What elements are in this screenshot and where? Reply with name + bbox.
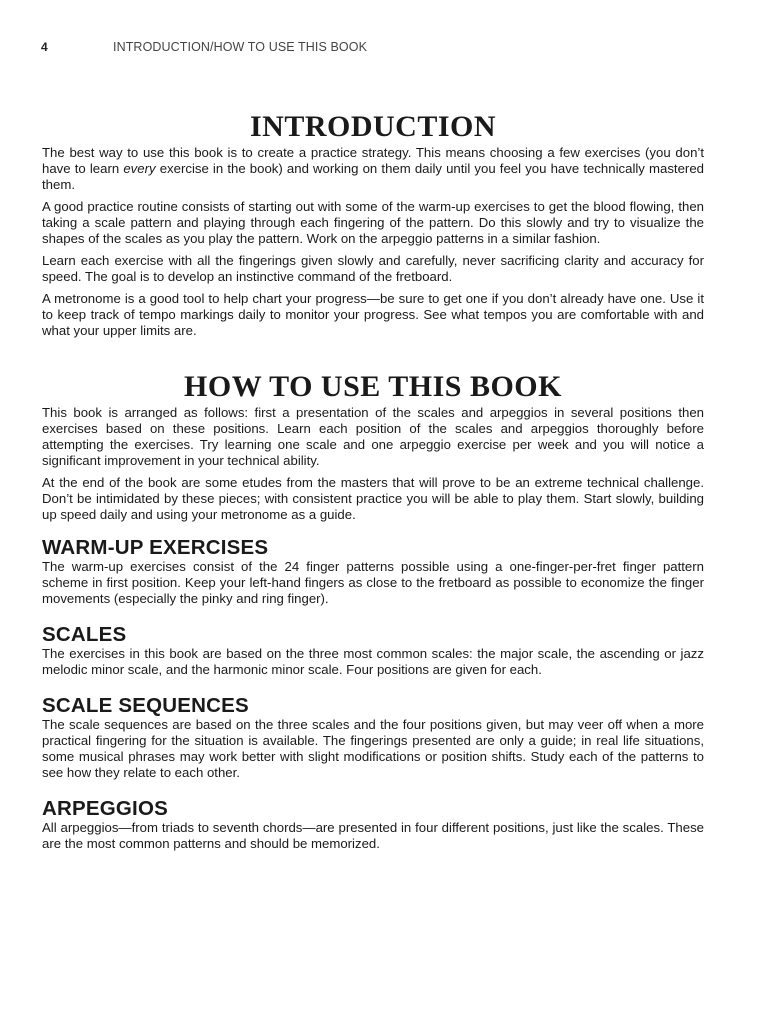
arpeggios-body: All arpeggios—from triads to seventh chords—are presented in four different positions, just like the scales. These are the most common patterns and should be memorized.: [42, 820, 704, 851]
how-to-use-heading: HOW TO USE THIS BOOK: [184, 370, 562, 403]
emphasis-every: every: [123, 161, 156, 176]
intro-paragraph-1: [42, 145, 704, 193]
scales-body: The exercises in this book are based on the three most common scales: the major scale, the ascending or jazz melodic minor scale, and the harmonic minor scale. Four positions are given for each.: [42, 646, 704, 677]
intro-paragraph-1-text-a: The best way to use this book is to create a practice strategy. This means choosing a few exercises (you don’t have to learn: [42, 145, 704, 176]
introduction-heading: INTRODUCTION: [249, 110, 497, 143]
scale-sequences-heading: SCALE SEQUENCES: [42, 694, 249, 717]
scale-sequences-body: The scale sequences are based on the three scales and the four positions given, but may veer off when a more practical fingering for the situation is available. The fingerings presented are only a guide; in real life situations, some musical phrases may work better with slight modifications or position shifts. Study each of the patterns to see how they relate to each other.: [42, 717, 704, 780]
intro-paragraph-3: Learn each exercise with all the fingerings given slowly and carefully, never sacrificing clarity and accuracy for speed. The goal is to develop an instinctive command of the fretboard.: [42, 253, 704, 284]
running-head: [0, 40, 768, 56]
scales-heading: SCALES: [42, 623, 127, 646]
intro-paragraph-2: A good practice routine consists of starting out with some of the warm-up exercises to get the blood flowing, then taking a scale pattern and playing through each fingering of the pattern. Do this slowly and try to visualize the shapes of the scales as you play the pattern. Work on the arpeggio patterns in a similar fashion.: [42, 199, 704, 246]
running-title: INTRODUCTION/HOW TO USE THIS BOOK: [113, 40, 368, 54]
arpeggios-heading: ARPEGGIOS: [42, 797, 168, 820]
intro-paragraph-4: A metronome is a good tool to help chart your progress—be sure to get one if you don’t already have one. Use it to keep track of tempo markings daily to monitor your progress. See what tempos you are comfortable with and what your upper limits are.: [42, 291, 704, 338]
warm-up-exercises-body: The warm-up exercises consist of the 24 finger patterns possible using a one-finger-per-fret finger pattern scheme in first position. Keep your left-hand fingers as close to the fretboard as possible to economize the finger movements (especially the pinky and ring finger).: [42, 559, 704, 606]
intro-paragraph-1-text-b: exercise in the book) and working on them daily until you feel you have technically mastered them.: [42, 161, 704, 192]
how-to-use-paragraph-2: At the end of the book are some etudes from the masters that will prove to be an extreme technical challenge. Don’t be intimidated by these pieces; with consistent practice you will be able to play them. Start slowly, building up speed daily and using your metronome as a guide.: [42, 475, 704, 522]
page-number: 4: [41, 40, 48, 54]
warm-up-exercises-heading: WARM-UP EXERCISES: [42, 536, 269, 559]
page-content: [42, 111, 704, 858]
how-to-use-paragraph-1: This book is arranged as follows: first a presentation of the scales and arpeggios in several positions then exercises based on these positions. Learn each position of the scales and arpeggios thoroughly before attempting the exercises. Try learning one scale and one arpeggio exercise per week and you will notice a significant improvement in your technical ability.: [42, 405, 704, 468]
